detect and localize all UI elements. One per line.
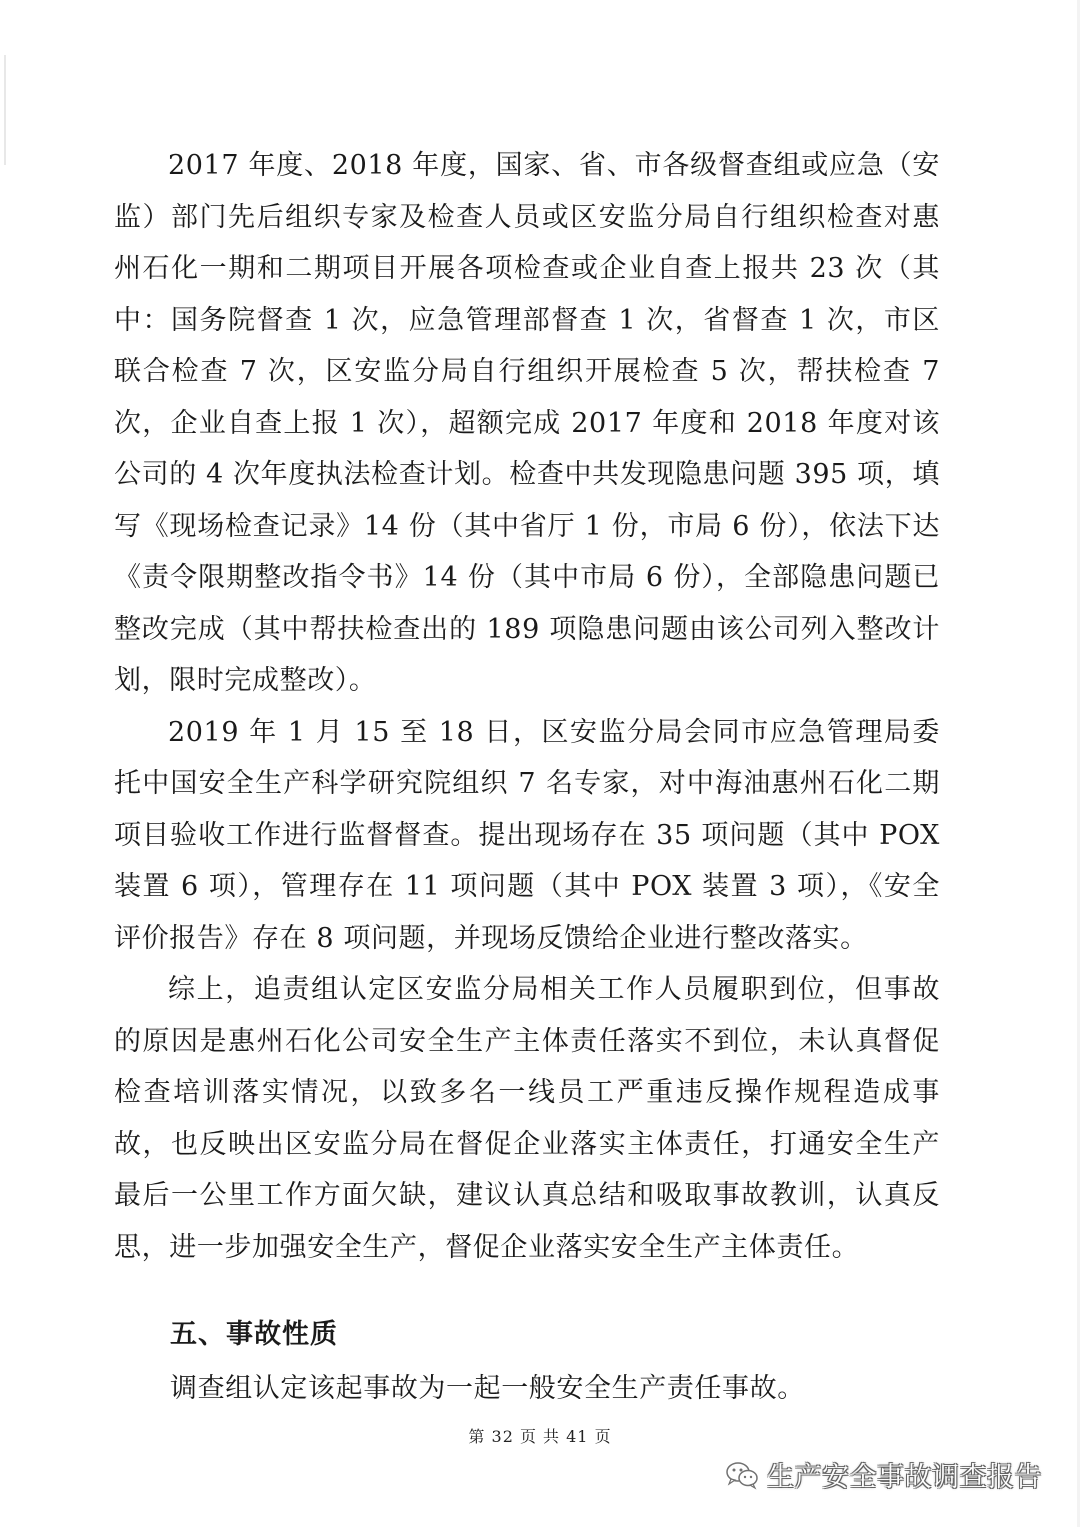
watermark-text: 生产安全事故调查报告 <box>767 1462 1042 1493</box>
wechat-icon <box>725 1460 759 1490</box>
paragraph-acceptance-supervision: 2019 年 1 月 15 至 18 日，区安监分局会同市应急管理局委托中国安全生产科学研究院组织 7 名专家，对中海油惠州石化二期项目验收工作进行监督督查。提出现场存在 35 项问题（其中 POX 装置 6 项），管理存在 11 项问题（其中 POX 装置 3 项），《安全评价报告》存在 8 项问题，并现场反馈给企业进行整改落实。 <box>114 716 940 954</box>
document-body <box>114 140 940 1273</box>
page-number: 第 32 页 共 41 页 <box>468 1427 612 1446</box>
paragraph-summary: 综上，追责组认定区安监分局相关工作人员履职到位，但事故的原因是惠州石化公司安全生产主体责任落实不到位，未认真督促检查培训落实情况，以致多名一线员工严重违反操作规程造成事故，也反映出区安监分局在督促企业落实主体责任，打通安全生产最后一公里工作方面欠缺，建议认真总结和吸取事故教训，认真反思，进一步加强安全生产，督促企业落实安全生产主体责任。 <box>114 974 940 1263</box>
section-heading: 五、事故性质 <box>170 1319 338 1350</box>
watermark <box>725 1455 1042 1494</box>
conclusion-text: 调查组认定该起事故为一起一般安全生产责任事故。 <box>170 1373 805 1404</box>
scan-edge-mark <box>4 55 6 165</box>
paragraph-inspections: 2017 年度、2018 年度，国家、省、市各级督查组或应急（安监）部门先后组织专家及检查人员或区安监分局自行组织检查对惠州石化一期和二期项目开展各项检查或企业自查上报共 23 次（其中：国务院督查 1 次，应急管理部督查 1 次，省督查 1 次，市区联合检查 7 次，区安监分局自行组织开展检查 5 次，帮扶检查 7 次，企业自查上报 1 次），超额完成 2017 年度和 2018 年度对该公司的 4 次年度执法检查计划。检查中共发现隐患问题 395 项，填写《现场检查记录》14 份（其中省厅 1 份，市局 6 份），依法下达《责令限期整改指令书》14 份（其中市局 6 份），全部隐患问题已整改完成（其中帮扶检查出的 189 项隐患问题由该公司列入整改计划，限时完成整改）。 <box>114 150 940 696</box>
